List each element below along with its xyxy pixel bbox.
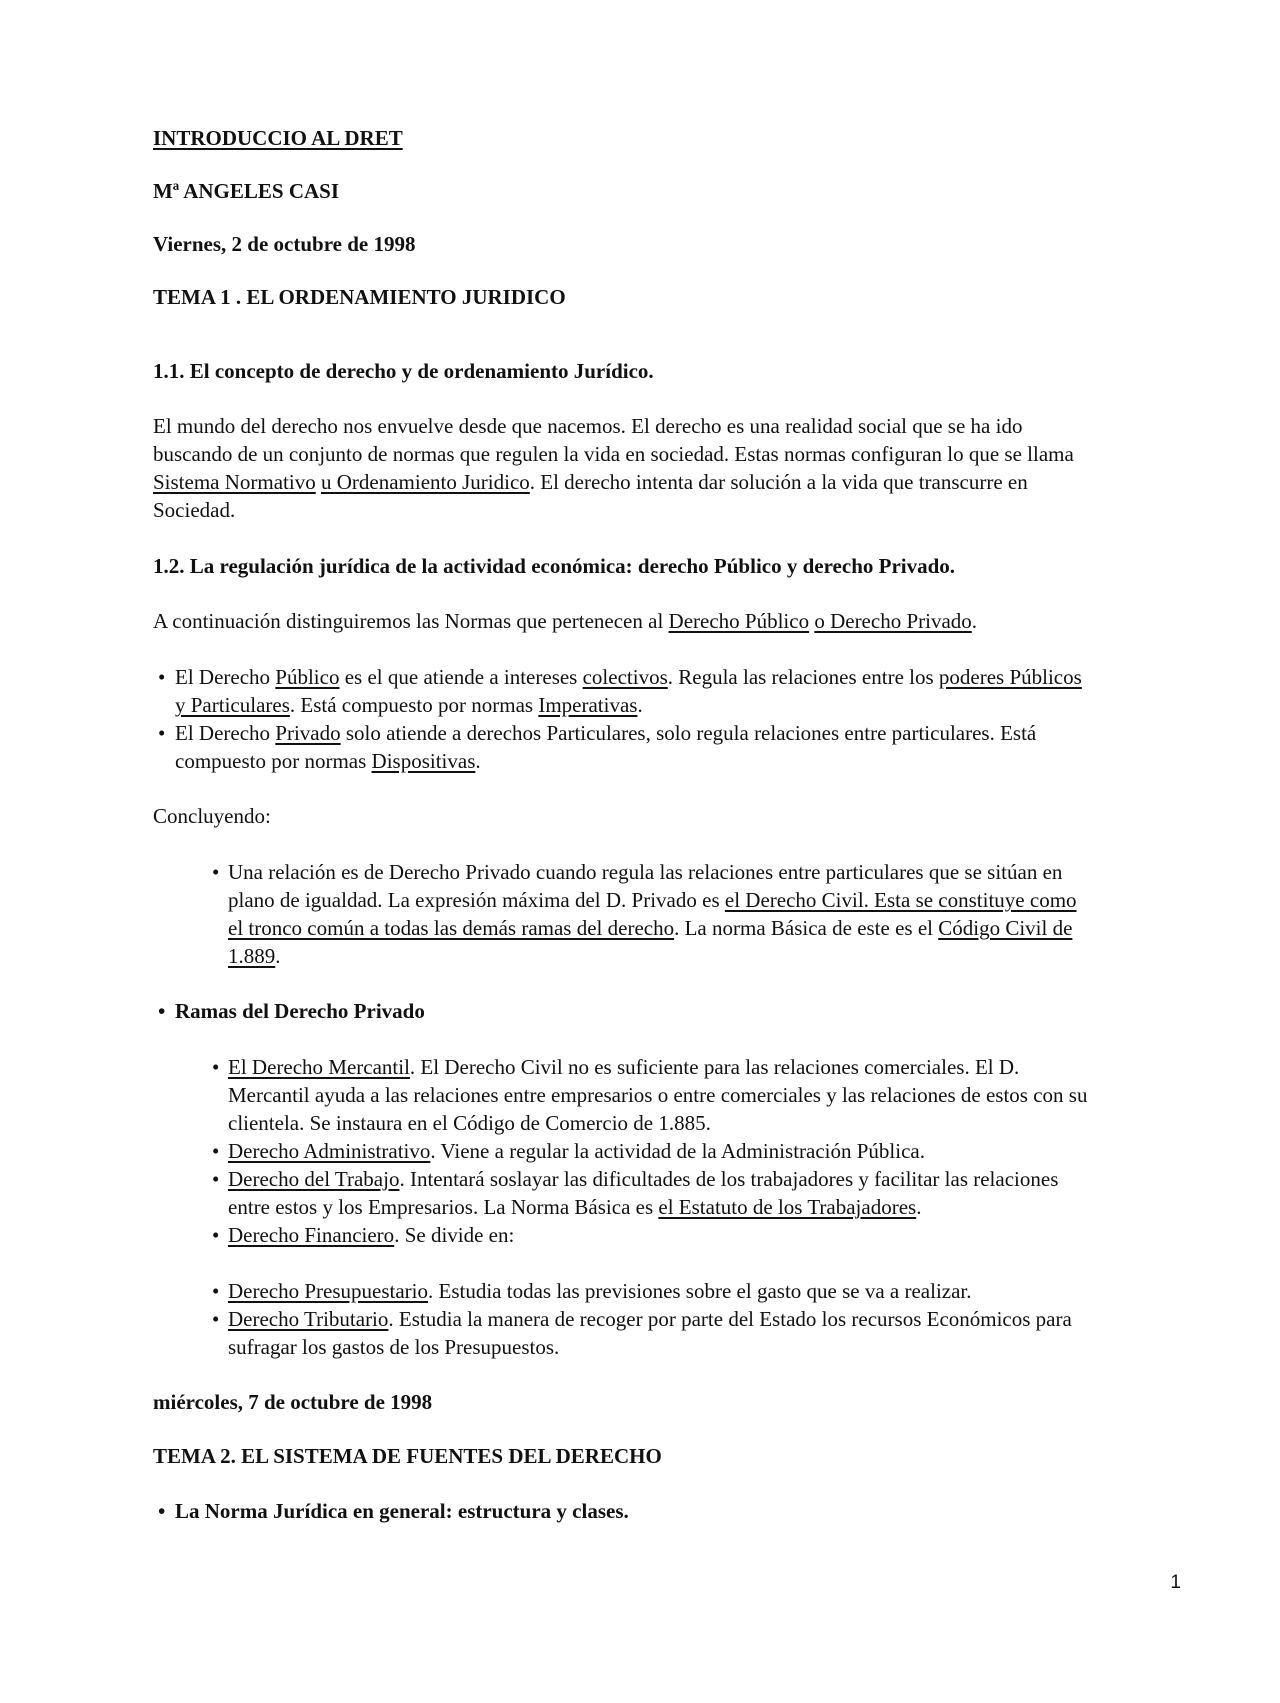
list-item-line: clientela. Se instaura en el Código de Comercio de 1.885. — [228, 1111, 711, 1135]
list-item-line — [228, 1165, 1058, 1193]
underlined-term: Sistema Normativo — [153, 470, 316, 494]
text-run: . — [916, 1195, 922, 1219]
underlined-term: Público — [275, 665, 340, 689]
bullet-icon: • — [212, 1167, 220, 1191]
date-heading-2: miércoles, 7 de octubre de 1998 — [153, 1390, 433, 1414]
underlined-term: Derecho Público — [668, 609, 810, 633]
text-run: . Estudia todas las previsiones sobre el gasto que se va a realizar. — [428, 1279, 972, 1303]
underlined-term: Código Civil de — [938, 916, 1073, 940]
underlined-term: u Ordenamiento Juridico — [320, 470, 530, 494]
bullet-icon: • — [212, 860, 220, 884]
text-run: El Derecho — [175, 721, 276, 745]
text-run: . La norma Básica de este es el — [674, 916, 939, 940]
underlined-term: Derecho Tributario — [228, 1307, 389, 1331]
underlined-term: Derecho Presupuestario — [228, 1279, 429, 1303]
list-item-line — [228, 914, 1072, 942]
paragraph-line: buscando de un conjunto de normas que regulen la vida en sociedad. Estas normas configuran lo que se llama — [153, 442, 1074, 466]
text-run: A continuación distinguiremos las Normas que pertenecen al — [153, 609, 669, 633]
text-run: solo atiende a derechos Particulares, solo regula relaciones entre particulares. Está — [340, 721, 1037, 745]
norma-heading: La Norma Jurídica en general: estructura y clases. — [175, 1499, 629, 1523]
underlined-term: el tronco común a todas las demás ramas del derecho — [228, 916, 675, 940]
underlined-term: Privado — [275, 721, 341, 745]
date-heading-1: Viernes, 2 de octubre de 1998 — [153, 232, 416, 256]
page-number: 1 — [1170, 1572, 1181, 1593]
text-run: . El Derecho Civil no es suficiente para las relaciones comerciales. El D. — [409, 1055, 1020, 1079]
list-item-line — [228, 1305, 1072, 1333]
paragraph-line — [153, 607, 977, 635]
text-run: . El derecho intenta dar solución a la vida que transcurre en — [529, 470, 1028, 494]
underlined-term: 1.889 — [228, 944, 276, 968]
underlined-term: o Derecho Privado — [814, 609, 972, 633]
paragraph-line — [153, 468, 1028, 496]
underlined-term: Derecho Financiero — [228, 1223, 395, 1247]
topic-heading-1: TEMA 1 . EL ORDENAMIENTO JURIDICO — [153, 285, 566, 309]
ramas-heading: Ramas del Derecho Privado — [175, 999, 425, 1023]
paragraph-line: Sociedad. — [153, 498, 236, 522]
list-item-line — [228, 1053, 1019, 1081]
topic-heading-2: TEMA 2. EL SISTEMA DE FUENTES DEL DERECHO — [153, 1444, 662, 1468]
teacher-name: Mª ANGELES CASI — [153, 179, 340, 203]
bullet-icon: • — [212, 1279, 220, 1303]
bullet-icon: • — [158, 721, 166, 745]
text-run: . — [637, 693, 643, 717]
bullet-icon: • — [212, 1139, 220, 1163]
list-item-line — [228, 1277, 972, 1305]
text-run: entre estos y los Empresarios. La Norma Básica es — [228, 1195, 659, 1219]
list-item-line: sufragar los gastos de los Presupuestos. — [228, 1335, 560, 1359]
text-run: . Está compuesto por normas — [289, 693, 539, 717]
underlined-term: Imperativas — [538, 693, 638, 717]
underlined-term: y Particulares — [175, 693, 290, 717]
list-item-line — [228, 1137, 925, 1165]
conclusion-label: Concluyendo: — [153, 804, 271, 828]
list-item-line — [228, 1221, 514, 1249]
bullet-icon: • — [158, 665, 166, 689]
text-run: . — [971, 609, 978, 633]
text-run: es el que atiende a intereses — [339, 665, 583, 689]
list-item-line — [175, 691, 643, 719]
underlined-term: Derecho Administrativo — [228, 1139, 431, 1163]
text-run: . Intentará soslayar las dificultades de los trabajadores y facilitar las relaciones — [399, 1167, 1059, 1191]
list-item-line — [175, 663, 1082, 691]
course-title: INTRODUCCIO AL DRET — [153, 126, 403, 150]
bullet-icon: • — [212, 1307, 220, 1331]
text-run: . Se divide en: — [394, 1223, 515, 1247]
list-item-line — [175, 747, 481, 775]
list-item-line: Una relación es de Derecho Privado cuando regula las relaciones entre particulares que se sitúan en — [228, 860, 1063, 884]
text-run: . — [475, 749, 481, 773]
underlined-term: colectivos — [582, 665, 668, 689]
underlined-term: El Derecho Mercantil — [228, 1055, 410, 1079]
section-heading-1-2: 1.2. La regulación jurídica de la actividad económica: derecho Público y derecho Privado. — [153, 554, 956, 578]
text-run: . Estudia la manera de recoger por parte del Estado los recursos Económicos para — [388, 1307, 1072, 1331]
bullet-icon: • — [158, 1499, 166, 1523]
list-item-line — [228, 942, 281, 970]
underlined-term: el Derecho Civil. Esta se constituye como — [724, 888, 1077, 912]
paragraph-line: El mundo del derecho nos envuelve desde que nacemos. El derecho es una realidad social que se ha ido — [153, 414, 1023, 438]
bullet-icon: • — [158, 999, 166, 1023]
bullet-icon: • — [212, 1055, 220, 1079]
text-run: plano de igualdad. La expresión máxima del D. Privado es — [228, 888, 725, 912]
underlined-term: Dispositivas — [371, 749, 476, 773]
text-run: . Viene a regular la actividad de la Administración Pública. — [430, 1139, 925, 1163]
list-item-line: Mercantil ayuda a las relaciones entre empresarios o entre comerciales y las relaciones de estos con su — [228, 1083, 1088, 1107]
bullet-icon: • — [212, 1223, 220, 1247]
text-run: . — [275, 944, 281, 968]
section-heading-1-1: 1.1. El concepto de derecho y de ordenamiento Jurídico. — [153, 359, 654, 383]
list-item-line — [228, 1193, 921, 1221]
text-run: El Derecho — [175, 665, 276, 689]
list-item-line — [228, 886, 1077, 914]
underlined-term: Derecho del Trabajo — [228, 1167, 400, 1191]
text-run: . Regula las relaciones entre los — [667, 665, 939, 689]
text-run: compuesto por normas — [175, 749, 372, 773]
underlined-term: el Estatuto de los Trabajadores — [658, 1195, 917, 1219]
underlined-term: poderes Públicos — [938, 665, 1082, 689]
list-item-line — [175, 719, 1036, 747]
